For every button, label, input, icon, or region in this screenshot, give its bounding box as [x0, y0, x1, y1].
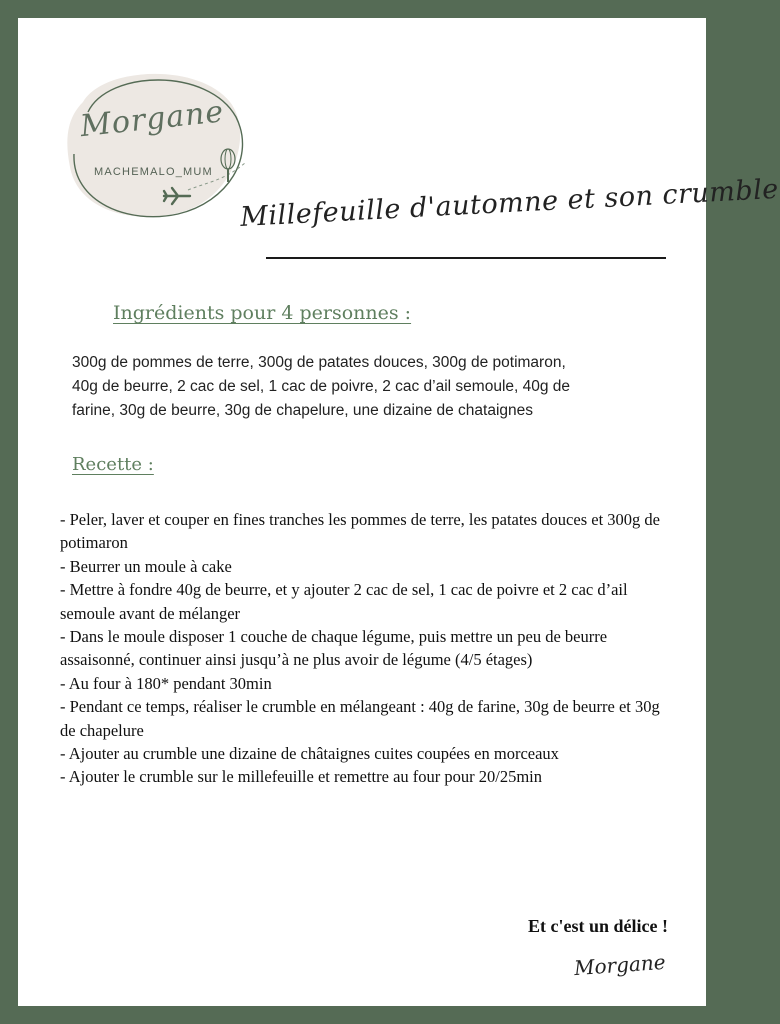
title-underline — [266, 257, 666, 259]
closing-line: Et c'est un délice ! — [528, 916, 668, 936]
recipe-steps — [60, 508, 662, 789]
recipe-step: - Mettre à fondre 40g de beurre, et y ajouter 2 cac de sel, 1 cac de poivre et 2 cac d’ail semoule avant de mélanger — [60, 580, 628, 623]
recipe-card — [18, 18, 780, 1006]
recipe-title: Millefeuille d'automne et son crumble — [239, 173, 780, 234]
logo-name: Morgane — [78, 94, 226, 145]
recipe-step: - Au four à 180* pendant 30min — [60, 673, 272, 693]
brand-logo — [58, 62, 248, 227]
recipe-step: - Ajouter au crumble une dizaine de châtaignes cuites coupées en morceaux — [60, 744, 559, 764]
recipe-heading: Recette : — [72, 454, 154, 475]
recipe-step: - Pendant ce temps, réaliser le crumble en mélangeant : 40g de farine, 30g de beurre et 30g de chapelure — [60, 697, 660, 740]
ingredients-line: 40g de beurre, 2 cac de sel, 1 cac de poivre, 2 cac d’ail semoule, 40g de — [72, 378, 571, 395]
ingredients-list — [72, 351, 662, 423]
recipe-step: - Peler, laver et couper en fines tranches les pommes de terre, les patates douces et 300g de potimaron — [60, 510, 660, 553]
recipe-step: - Dans le moule disposer 1 couche de chaque légume, puis mettre un peu de beurre assaisonné, continuer ainsi jusqu’à ne plus avoir de légume (4/5 étages) — [60, 627, 608, 670]
recipe-step: - Beurrer un moule à cake — [60, 556, 232, 576]
recipe-step: - Ajouter le crumble sur le millefeuille et remettre au four pour 20/25min — [60, 767, 543, 787]
logo-handle: MACHEMALO_MUM — [94, 166, 213, 178]
signature: Morgane — [573, 949, 667, 981]
ingredients-line: farine, 30g de beurre, 30g de chapelure, une dizaine de chataignes — [72, 402, 534, 419]
ingredients-line: 300g de pommes de terre, 300g de patates douces, 300g de potimaron, — [72, 354, 566, 371]
logo-blob — [58, 62, 248, 227]
ingredients-heading: Ingrédients pour 4 personnes : — [113, 302, 412, 324]
whisk-icon — [216, 148, 240, 184]
airplane-icon — [162, 186, 192, 206]
